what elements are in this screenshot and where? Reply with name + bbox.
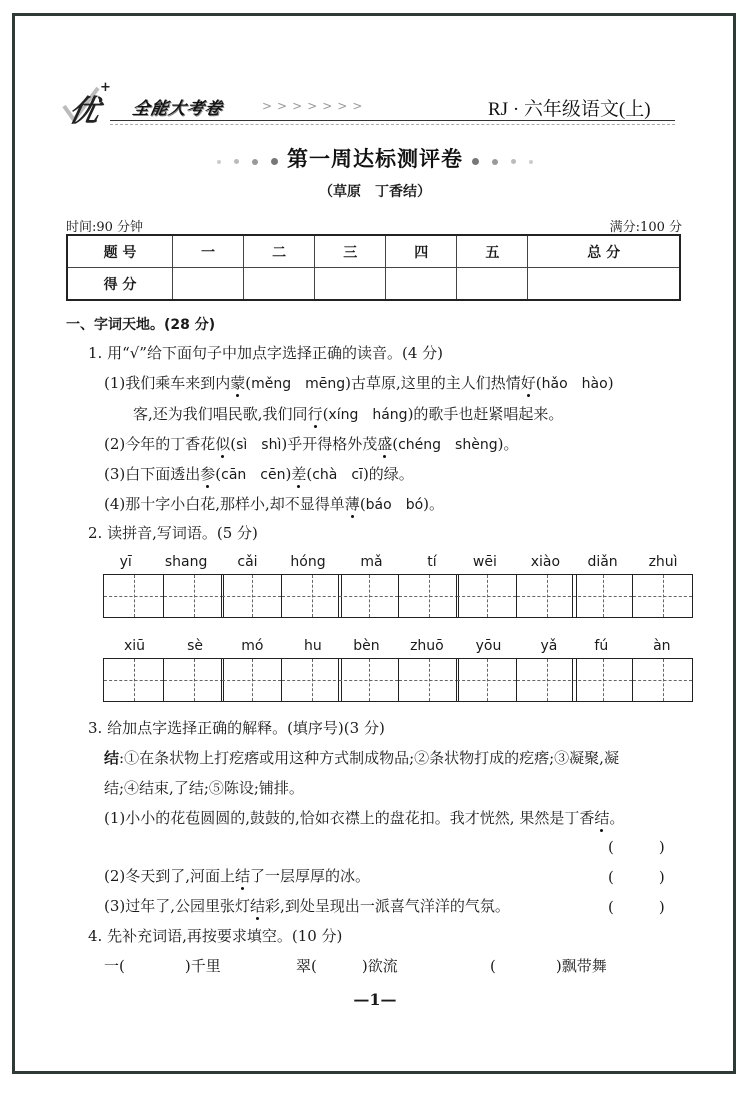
text: )的歌手也赶紧唱起来。 [407,405,564,423]
text: ) [607,374,614,392]
pinyin-syllable: zhuì [648,554,678,570]
header-rule [110,120,675,121]
book-label: RJ · 六年级语文(上) [488,99,651,120]
score-input-cell[interactable] [457,268,528,301]
dotted-char: 盛 [377,435,393,453]
tianzige-cell[interactable] [399,659,458,701]
pinyin-writing-box [456,554,577,618]
text: )古草原,这里的主人们热情 [345,374,521,392]
tianzige-cell[interactable] [282,659,341,701]
score-input-cell[interactable] [315,268,386,301]
pinyin-syllable: yī [119,554,132,570]
text: ) [285,465,292,483]
tianzige-box[interactable] [221,574,342,618]
title-row [0,143,750,173]
pinyin-syllable: àn [653,638,671,654]
tianzige-cell[interactable] [339,575,399,617]
logo-mark: 优 [65,94,101,129]
q1-line-5 [104,494,444,515]
text: ( [535,374,542,392]
dotted-char: 结 [594,809,610,827]
text: (2)今年的丁香花 [104,435,216,453]
pinyin-row [456,554,577,574]
pinyin-syllable: diǎn [587,554,618,570]
dot-icon [511,159,516,164]
tianzige-cell[interactable] [164,659,223,701]
answer-blank[interactable]: ( ) [608,838,665,856]
tianzige-cell[interactable] [164,575,223,617]
tianzige-cell[interactable] [633,575,692,617]
table-cell: 一 [173,235,244,268]
full-score: 满分:100 分 [609,220,682,235]
text: ( [306,465,313,483]
pinyin-syllable: shang [164,554,208,570]
question-4-title: 4. 先补充词语,再按要求填空。(10 分) [88,927,343,945]
q1-line-3 [104,434,518,455]
pinyin-syllable: tí [427,554,437,570]
q3-sentence-2 [104,866,370,886]
q3-sentence-1 [104,808,624,828]
series-name: 全能大考卷 [130,99,225,119]
dot-icon [271,158,278,165]
pinyin-writing-box [103,554,224,618]
idiom-fill-1[interactable]: 一( )千里 [104,957,221,975]
answer-blank[interactable]: ( ) [608,868,665,886]
tianzige-cell[interactable] [573,575,633,617]
score-input-cell[interactable] [386,268,457,301]
tianzige-cell[interactable] [517,659,576,701]
tianzige-box[interactable] [338,658,459,702]
dotted-char: 好 [520,374,536,392]
text: )。 [497,435,519,453]
tianzige-cell[interactable] [339,659,399,701]
text: )的绿。 [362,465,414,483]
pinyin-syllable: sè [187,638,203,654]
tianzige-box[interactable] [338,574,459,618]
tianzige-cell[interactable] [457,659,517,701]
table-cell: 总 分 [528,235,680,268]
text: ( [230,435,237,453]
tianzige-box[interactable] [221,658,342,702]
pinyin-writing-box [572,638,693,702]
pinyin-writing-box [338,638,459,702]
pinyin-row [103,638,224,658]
question-2-title: 2. 读拼音,写词语。(5 分) [88,524,258,542]
exam-time: 时间:90 分钟 [66,220,144,235]
dotted-char: 结 [235,867,251,885]
pinyin-writing-box [221,638,342,702]
pinyin-syllable: mó [241,638,264,654]
text: 。 [609,809,625,827]
header-arrows: >>>>>>> [262,99,368,113]
idiom-fill-3[interactable]: ( )飘带舞 [490,957,607,975]
text: (2)冬天到了,河面上 [104,867,236,885]
tianzige-cell[interactable] [222,659,282,701]
pinyin-syllable: hu [303,638,322,654]
text: (4)那十字小白花,那样小,却不显得单 [104,495,345,513]
score-table [66,234,681,301]
q1-line-4 [104,464,414,485]
definition-line-1 [104,748,619,768]
dotted-char: 差 [291,465,307,483]
pinyin-row [221,638,342,658]
table-cell: 四 [386,235,457,268]
pinyin-syllable: fú [594,638,609,654]
pinyin-row [221,554,342,574]
answer-blank[interactable]: ( ) [608,898,665,916]
pinyin-row [572,554,693,574]
table-cell: 三 [315,235,386,268]
dot-icon [492,159,498,165]
pinyin-row [456,638,577,658]
pinyin-syllable: mǎ [360,554,383,570]
page-title: 第一周达标测评卷 [287,147,463,171]
pinyin-options[interactable]: chéng shèng [398,437,498,453]
subtitle: （草原 丁香结） [319,184,431,200]
pinyin-options[interactable]: sì shì [236,437,282,453]
idiom-fill-2[interactable]: 翠( )欲流 [296,957,398,975]
tianzige-cell[interactable] [457,575,517,617]
score-table-score-row [67,268,680,301]
tianzige-cell[interactable] [104,575,164,617]
score-input-cell[interactable] [528,268,680,301]
score-input-cell[interactable] [244,268,315,301]
text: 客,还为我们唱民歌,我们同 [133,405,308,423]
header-dotted-rule [110,124,675,125]
pinyin-options[interactable]: cān cēn [221,467,286,483]
tianzige-cell[interactable] [633,659,692,701]
definition-line-2: 结;④结束,了结;⑤陈设;铺排。 [104,779,304,797]
question-1-title: 1. 用“√”给下面句子中加点字选择正确的读音。(4 分) [88,344,443,362]
score-input-cell[interactable] [173,268,244,301]
dot-icon [472,158,479,165]
pinyin-syllable: bèn [353,638,380,654]
dotted-char: 薄 [344,495,360,513]
dot-icon [217,160,221,164]
pinyin-syllable: cǎi [237,554,258,570]
pinyin-options[interactable]: báo bó [365,497,424,513]
score-table-header-row [67,235,680,268]
dotted-char: 似 [215,435,231,453]
text: 彩,到处呈现出一派喜气洋洋的气氛。 [265,897,510,915]
text: 了一层厚厚的冰。 [250,867,371,885]
dot-icon [529,160,533,164]
pinyin-syllable: xiào [530,554,561,570]
text: (1)我们乘车来到内 [104,374,231,392]
pinyin-options[interactable]: měng mēng [251,376,346,392]
tianzige-cell[interactable] [104,659,164,701]
text: (1)小小的花苞圆圆的,鼓鼓的,恰如衣襟上的盘花扣。我才恍然, 果然是丁香 [104,809,595,827]
table-cell: 五 [457,235,528,268]
tianzige-cell[interactable] [399,575,458,617]
pinyin-syllable: xiū [124,638,146,654]
text: ( [392,435,399,453]
pinyin-options[interactable]: hǎo hào [541,376,608,392]
pinyin-syllable: yǎ [540,638,558,654]
pinyin-writing-box [103,638,224,702]
text: ( [322,405,329,423]
section-heading: 一、字词天地。(28 分) [66,317,216,333]
tianzige-box[interactable] [456,658,577,702]
text: ( [245,374,252,392]
text: :①在条状物上打疙瘩或用这种方式制成物品;②条状物打成的疙瘩;③凝聚,凝 [119,749,619,767]
pinyin-writing-box [221,554,342,618]
text: ( [359,495,366,513]
pinyin-row [572,638,693,658]
pinyin-syllable: hóng [290,554,326,570]
dot-icon [252,159,258,165]
pinyin-options[interactable]: chà cī [312,467,363,483]
text: )。 [423,495,445,513]
dotted-char: 结 [250,897,266,915]
dot-icon [234,159,239,164]
table-cell: 题 号 [67,235,173,268]
question-3-title: 3. 给加点字选择正确的解释。(填序号)(3 分) [88,719,385,737]
q1-line-2 [133,404,563,425]
q3-sentence-3 [104,896,510,916]
pinyin-writing-box [456,638,577,702]
pinyin-syllable: wēi [472,554,497,570]
tianzige-cell[interactable] [573,659,633,701]
tianzige-box[interactable] [103,574,224,618]
tianzige-box[interactable] [103,658,224,702]
pinyin-syllable: zhuō [410,638,444,654]
text: ( [215,465,222,483]
tianzige-box[interactable] [456,574,577,618]
pinyin-options[interactable]: xíng háng [328,407,408,423]
page-number: —1— [353,990,397,1009]
text: )乎开得格外茂 [281,435,378,453]
dotted-char: 行 [307,405,323,423]
pinyin-writing-box [572,554,693,618]
pinyin-writing-box [338,554,459,618]
tianzige-cell[interactable] [282,575,341,617]
dotted-char: 蒙 [230,374,246,392]
text: (3)白下面透出 [104,465,201,483]
pinyin-syllable: yōu [475,638,502,654]
pinyin-row [338,638,459,658]
definition-label: 结 [104,749,120,767]
pinyin-row [103,554,224,574]
tianzige-box[interactable] [572,574,693,618]
logo-plus: + [100,80,111,95]
table-cell: 二 [244,235,315,268]
tianzige-cell[interactable] [222,575,282,617]
pinyin-row [338,554,459,574]
table-cell: 得 分 [67,268,173,301]
tianzige-cell[interactable] [517,575,576,617]
text: (3)过年了,公园里张灯 [104,897,251,915]
tianzige-box[interactable] [572,658,693,702]
dotted-char: 参 [200,465,216,483]
q1-line-1 [104,373,614,394]
